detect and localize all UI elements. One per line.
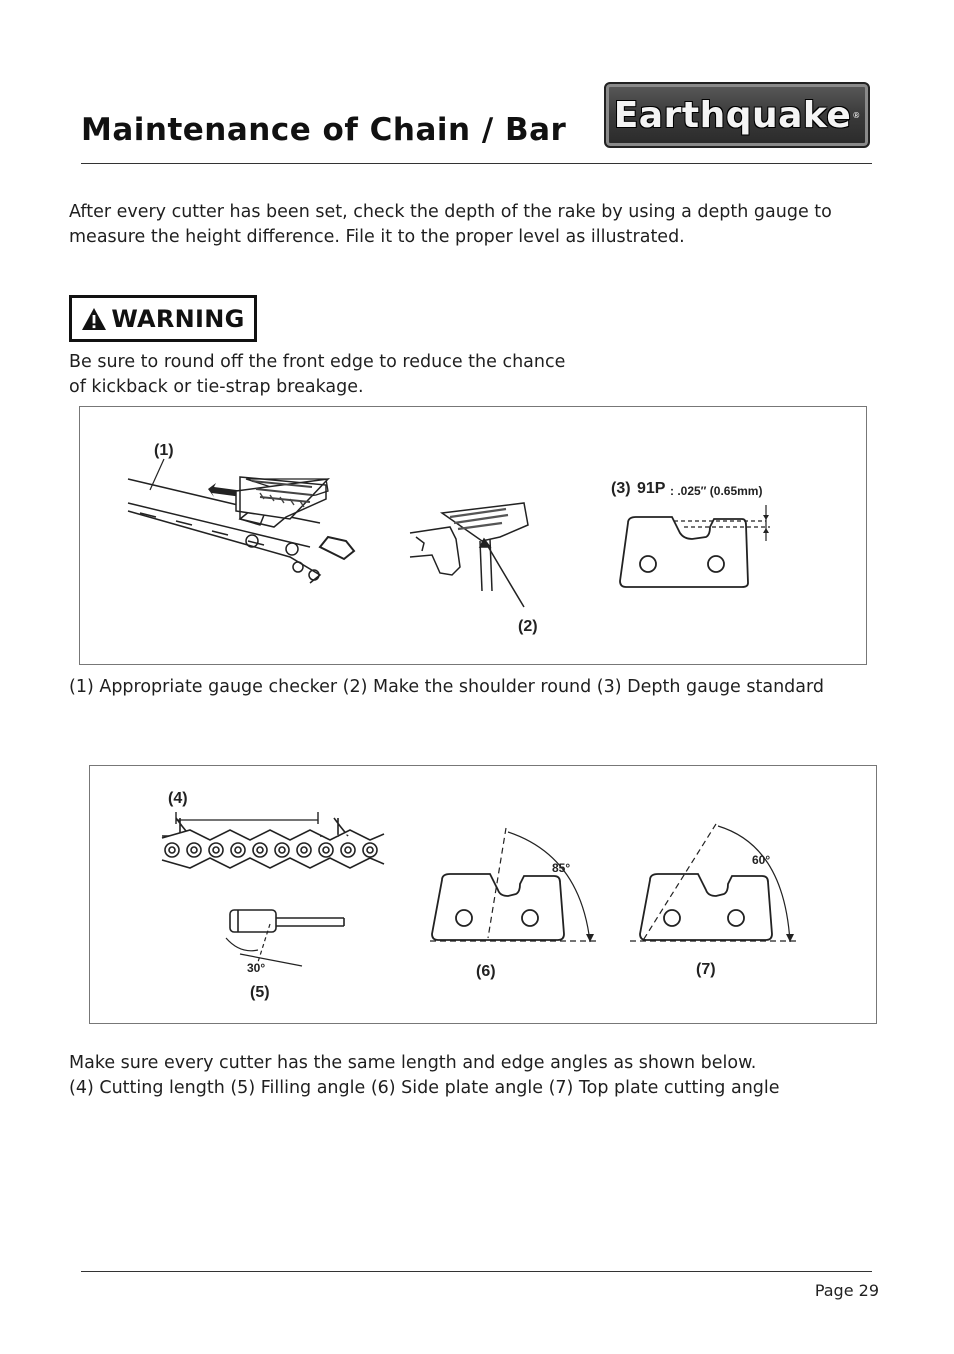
figure2-caption-line-1: Make sure every cutter has the same length and edge angles as shown below. bbox=[69, 1053, 757, 1073]
figure1-caption: (1) Appropriate gauge checker (2) Make the shoulder round (3) Depth gauge standard bbox=[69, 677, 825, 697]
label-3: (3) bbox=[611, 480, 631, 497]
cutter-angles-figure bbox=[89, 765, 877, 1024]
page-title: Maintenance of Chain / Bar bbox=[81, 112, 567, 148]
angle-7: 60° bbox=[752, 853, 771, 867]
earthquake-logo bbox=[604, 82, 870, 148]
label-5: (5) bbox=[250, 984, 270, 1001]
label-6: (6) bbox=[476, 963, 496, 980]
warning-text bbox=[69, 350, 565, 400]
warning-triangle-icon bbox=[81, 307, 107, 331]
top-plate-angle-drawing bbox=[630, 824, 796, 942]
file-drawing bbox=[226, 910, 344, 966]
warning-box bbox=[69, 295, 257, 342]
spec-value: : .025″ (0.65mm) bbox=[670, 484, 763, 498]
warning-line-2: of kickback or tie-strap breakage. bbox=[69, 377, 364, 397]
saw-chain-drawing bbox=[162, 812, 384, 868]
depth-gauge-figure bbox=[79, 406, 867, 665]
label-4: (4) bbox=[168, 790, 188, 807]
logo-text: Earthquake bbox=[613, 94, 852, 136]
angle-5: 30° bbox=[247, 961, 266, 975]
label-2: (2) bbox=[518, 618, 538, 635]
header-rule bbox=[81, 163, 872, 164]
intro-line-2: measure the height difference. File it to the proper level as illustrated. bbox=[69, 227, 685, 247]
cutter-link-drawing bbox=[620, 505, 770, 587]
warning-line-1: Be sure to round off the front edge to reduce the chance bbox=[69, 352, 566, 372]
side-plate-angle-drawing bbox=[430, 828, 596, 942]
intro-line-1: After every cutter has been set, check the depth of the rake by using a depth gauge to bbox=[69, 202, 832, 222]
page-number: Page 29 bbox=[814, 1281, 879, 1300]
figure2-caption bbox=[69, 1051, 780, 1101]
angle-6: 85° bbox=[552, 861, 571, 875]
footer-rule bbox=[81, 1271, 872, 1272]
warning-label: WARNING bbox=[111, 304, 245, 333]
spec-code: 91P bbox=[637, 480, 666, 497]
figure2-caption-line-2: (4) Cutting length (5) Filling angle (6) Side plate angle (7) Top plate cutting angle bbox=[69, 1078, 780, 1098]
label-7: (7) bbox=[696, 961, 716, 978]
logo-registered-mark: ® bbox=[852, 110, 861, 120]
label-1: (1) bbox=[154, 442, 174, 459]
intro-text bbox=[69, 200, 832, 250]
shoulder-drawing bbox=[410, 503, 528, 607]
